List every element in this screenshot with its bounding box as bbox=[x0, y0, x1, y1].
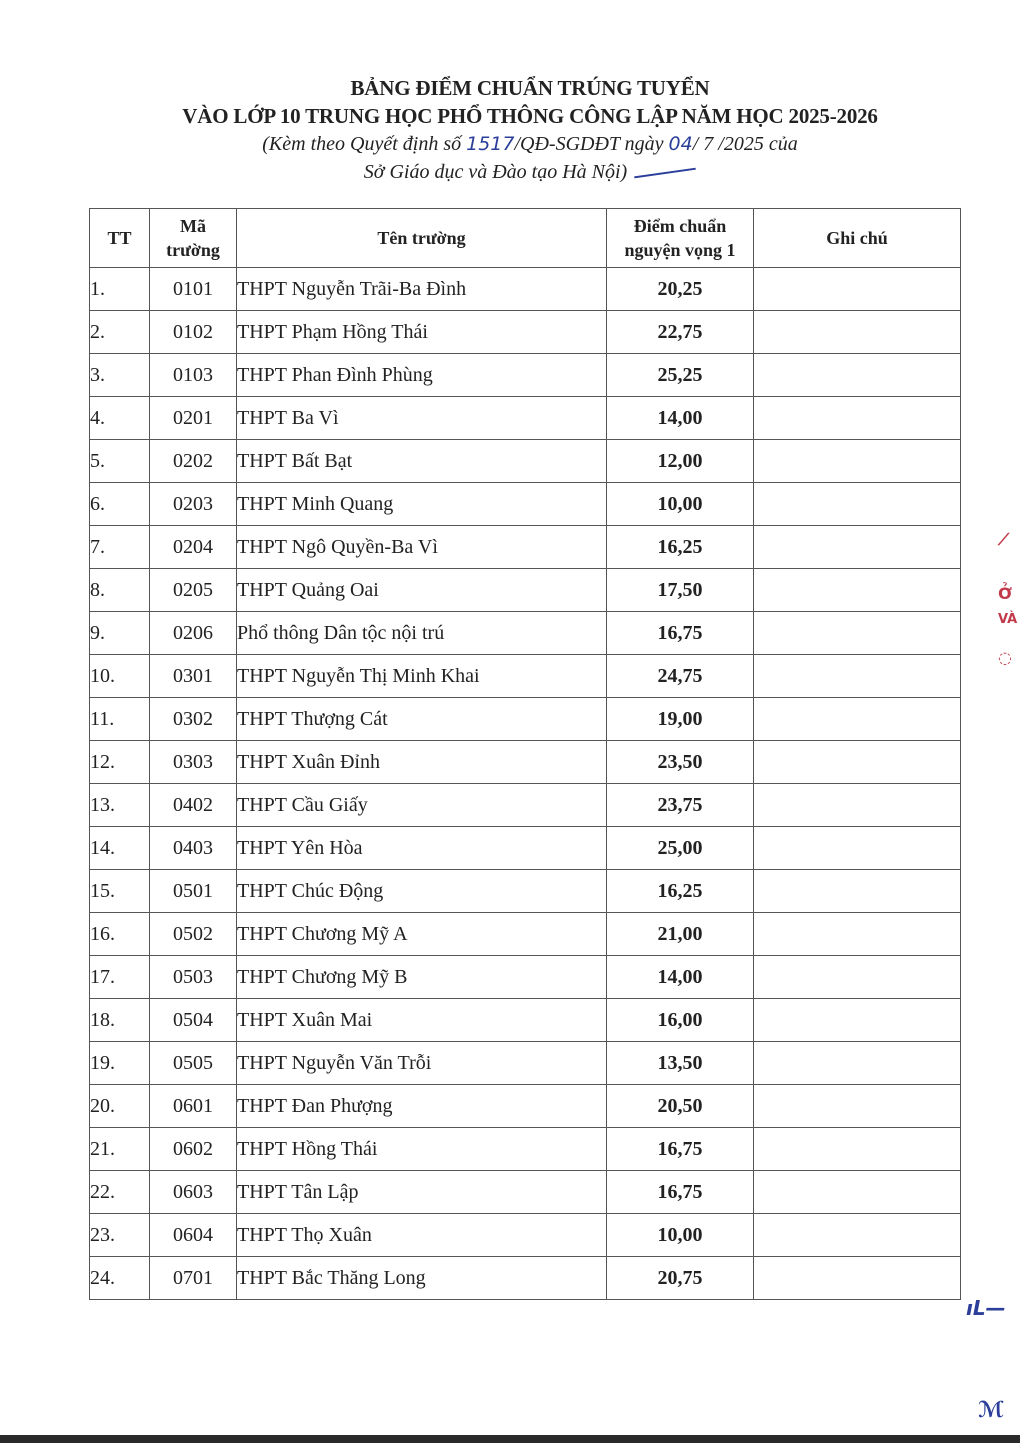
school-name: THPT Quảng Oai bbox=[237, 569, 607, 612]
row-number: 21. bbox=[90, 1128, 150, 1171]
column-header-tt: TT bbox=[90, 209, 150, 268]
cutoff-score: 16,75 bbox=[607, 1128, 754, 1171]
cutoff-score: 20,50 bbox=[607, 1085, 754, 1128]
decision-number-handwritten: 1517 bbox=[466, 133, 515, 155]
table-row bbox=[90, 397, 961, 440]
school-name: THPT Tân Lập bbox=[237, 1171, 607, 1214]
table-header-row bbox=[90, 209, 961, 268]
school-code: 0603 bbox=[150, 1171, 237, 1214]
margin-initial-mark: ıL— bbox=[966, 1296, 1006, 1320]
school-name: THPT Hồng Thái bbox=[237, 1128, 607, 1171]
red-stamp-fragment: ⟋ Ở VÀ ◌ bbox=[998, 530, 1018, 667]
row-number: 13. bbox=[90, 784, 150, 827]
note-cell bbox=[754, 354, 961, 397]
table-row bbox=[90, 569, 961, 612]
note-cell bbox=[754, 784, 961, 827]
table-row bbox=[90, 655, 961, 698]
row-number: 8. bbox=[90, 569, 150, 612]
subtitle-line-1 bbox=[0, 130, 1020, 158]
school-name: THPT Xuân Mai bbox=[237, 999, 607, 1042]
note-cell bbox=[754, 827, 961, 870]
row-number: 22. bbox=[90, 1171, 150, 1214]
cutoff-score: 17,50 bbox=[607, 569, 754, 612]
note-cell bbox=[754, 913, 961, 956]
school-name: THPT Minh Quang bbox=[237, 483, 607, 526]
cutoff-score: 22,75 bbox=[607, 311, 754, 354]
row-number: 5. bbox=[90, 440, 150, 483]
table-row bbox=[90, 1085, 961, 1128]
school-code: 0502 bbox=[150, 913, 237, 956]
cutoff-score: 13,50 bbox=[607, 1042, 754, 1085]
cutoff-score: 21,00 bbox=[607, 913, 754, 956]
school-code: 0204 bbox=[150, 526, 237, 569]
subtitle-line-2 bbox=[0, 158, 1020, 186]
school-code: 0505 bbox=[150, 1042, 237, 1085]
note-cell bbox=[754, 311, 961, 354]
cutoff-score: 14,00 bbox=[607, 956, 754, 999]
row-number: 23. bbox=[90, 1214, 150, 1257]
cutoff-score: 16,25 bbox=[607, 526, 754, 569]
school-name: THPT Đan Phượng bbox=[237, 1085, 607, 1128]
school-name: Phổ thông Dân tộc nội trú bbox=[237, 612, 607, 655]
row-number: 17. bbox=[90, 956, 150, 999]
row-number: 19. bbox=[90, 1042, 150, 1085]
note-cell bbox=[754, 999, 961, 1042]
note-cell bbox=[754, 569, 961, 612]
cutoff-score: 23,75 bbox=[607, 784, 754, 827]
cutoff-score: 25,00 bbox=[607, 827, 754, 870]
cutoff-score: 23,50 bbox=[607, 741, 754, 784]
title-line-1: BẢNG ĐIỂM CHUẨN TRÚNG TUYỂN bbox=[350, 76, 710, 100]
school-name: THPT Thọ Xuân bbox=[237, 1214, 607, 1257]
table-row bbox=[90, 526, 961, 569]
school-code: 0403 bbox=[150, 827, 237, 870]
table-body bbox=[90, 268, 961, 1300]
cutoff-score: 25,25 bbox=[607, 354, 754, 397]
column-header-note: Ghi chú bbox=[754, 209, 961, 268]
initial-signature-mark bbox=[634, 168, 696, 179]
table-row bbox=[90, 999, 961, 1042]
cutoff-score: 16,25 bbox=[607, 870, 754, 913]
note-cell bbox=[754, 655, 961, 698]
table-row bbox=[90, 913, 961, 956]
cutoff-score: 20,75 bbox=[607, 1257, 754, 1300]
cutoff-score: 19,00 bbox=[607, 698, 754, 741]
table-row bbox=[90, 612, 961, 655]
school-name: THPT Cầu Giấy bbox=[237, 784, 607, 827]
school-name: THPT Bất Bạt bbox=[237, 440, 607, 483]
school-code: 0504 bbox=[150, 999, 237, 1042]
table-row bbox=[90, 483, 961, 526]
school-code: 0205 bbox=[150, 569, 237, 612]
cutoff-score: 16,75 bbox=[607, 612, 754, 655]
school-name: THPT Chương Mỹ B bbox=[237, 956, 607, 999]
cutoff-score: 10,00 bbox=[607, 483, 754, 526]
table-row bbox=[90, 784, 961, 827]
table-row bbox=[90, 827, 961, 870]
school-code: 0103 bbox=[150, 354, 237, 397]
school-code: 0701 bbox=[150, 1257, 237, 1300]
school-code: 0303 bbox=[150, 741, 237, 784]
note-cell bbox=[754, 268, 961, 311]
school-code: 0201 bbox=[150, 397, 237, 440]
title-line-2: VÀO LỚP 10 TRUNG HỌC PHỔ THÔNG CÔNG LẬP NĂM HỌC 2025-2026 bbox=[182, 104, 878, 128]
table-row bbox=[90, 354, 961, 397]
document-header bbox=[0, 74, 1020, 186]
table-row bbox=[90, 268, 961, 311]
note-cell bbox=[754, 483, 961, 526]
school-name: THPT Chương Mỹ A bbox=[237, 913, 607, 956]
table-row bbox=[90, 698, 961, 741]
cutoff-score: 20,25 bbox=[607, 268, 754, 311]
note-cell bbox=[754, 1257, 961, 1300]
note-cell bbox=[754, 1128, 961, 1171]
admission-score-table bbox=[89, 208, 961, 1300]
note-cell bbox=[754, 440, 961, 483]
row-number: 4. bbox=[90, 397, 150, 440]
table-row bbox=[90, 440, 961, 483]
cutoff-score: 16,00 bbox=[607, 999, 754, 1042]
subtitle-text-4: Sở Giáo dục và Đào tạo Hà Nội) bbox=[363, 161, 628, 183]
table-row bbox=[90, 1214, 961, 1257]
school-code: 0203 bbox=[150, 483, 237, 526]
school-name: THPT Yên Hòa bbox=[237, 827, 607, 870]
cutoff-score: 14,00 bbox=[607, 397, 754, 440]
row-number: 24. bbox=[90, 1257, 150, 1300]
table-row bbox=[90, 870, 961, 913]
row-number: 1. bbox=[90, 268, 150, 311]
row-number: 3. bbox=[90, 354, 150, 397]
row-number: 20. bbox=[90, 1085, 150, 1128]
row-number: 18. bbox=[90, 999, 150, 1042]
school-code: 0601 bbox=[150, 1085, 237, 1128]
school-name: THPT Ngô Quyền-Ba Vì bbox=[237, 526, 607, 569]
school-name: THPT Ba Vì bbox=[237, 397, 607, 440]
school-name: THPT Bắc Thăng Long bbox=[237, 1257, 607, 1300]
row-number: 12. bbox=[90, 741, 150, 784]
bottom-initial-mark: ℳ bbox=[978, 1398, 1005, 1423]
school-code: 0501 bbox=[150, 870, 237, 913]
school-name: THPT Nguyễn Thị Minh Khai bbox=[237, 655, 607, 698]
table-row bbox=[90, 311, 961, 354]
subtitle-text-3: / 7 /2025 của bbox=[692, 133, 798, 155]
column-header-code: Mã trường bbox=[150, 209, 237, 268]
note-cell bbox=[754, 526, 961, 569]
school-code: 0602 bbox=[150, 1128, 237, 1171]
row-number: 9. bbox=[90, 612, 150, 655]
school-code: 0102 bbox=[150, 311, 237, 354]
row-number: 16. bbox=[90, 913, 150, 956]
school-name: THPT Xuân Đỉnh bbox=[237, 741, 607, 784]
subtitle-text-1: (Kèm theo Quyết định số bbox=[262, 133, 467, 155]
cutoff-score: 12,00 bbox=[607, 440, 754, 483]
row-number: 2. bbox=[90, 311, 150, 354]
row-number: 10. bbox=[90, 655, 150, 698]
cutoff-score: 10,00 bbox=[607, 1214, 754, 1257]
table-row bbox=[90, 1171, 961, 1214]
note-cell bbox=[754, 1214, 961, 1257]
table-row bbox=[90, 1128, 961, 1171]
scan-edge-bar bbox=[0, 1435, 1020, 1443]
note-cell bbox=[754, 612, 961, 655]
note-cell bbox=[754, 698, 961, 741]
note-cell bbox=[754, 1171, 961, 1214]
decision-day-handwritten: 04 bbox=[668, 133, 693, 155]
row-number: 15. bbox=[90, 870, 150, 913]
table-row bbox=[90, 1257, 961, 1300]
school-code: 0604 bbox=[150, 1214, 237, 1257]
school-code: 0302 bbox=[150, 698, 237, 741]
row-number: 14. bbox=[90, 827, 150, 870]
note-cell bbox=[754, 741, 961, 784]
school-name: THPT Nguyễn Văn Trỗi bbox=[237, 1042, 607, 1085]
school-name: THPT Thượng Cát bbox=[237, 698, 607, 741]
cutoff-score: 24,75 bbox=[607, 655, 754, 698]
table-row bbox=[90, 741, 961, 784]
cutoff-score: 16,75 bbox=[607, 1171, 754, 1214]
school-code: 0301 bbox=[150, 655, 237, 698]
school-code: 0402 bbox=[150, 784, 237, 827]
school-code: 0503 bbox=[150, 956, 237, 999]
row-number: 7. bbox=[90, 526, 150, 569]
school-code: 0101 bbox=[150, 268, 237, 311]
note-cell bbox=[754, 1085, 961, 1128]
column-header-name: Tên trường bbox=[237, 209, 607, 268]
note-cell bbox=[754, 870, 961, 913]
table-row bbox=[90, 956, 961, 999]
school-name: THPT Chúc Động bbox=[237, 870, 607, 913]
school-name: THPT Phan Đình Phùng bbox=[237, 354, 607, 397]
table-row bbox=[90, 1042, 961, 1085]
row-number: 6. bbox=[90, 483, 150, 526]
school-name: THPT Nguyễn Trãi-Ba Đình bbox=[237, 268, 607, 311]
school-code: 0206 bbox=[150, 612, 237, 655]
note-cell bbox=[754, 1042, 961, 1085]
note-cell bbox=[754, 956, 961, 999]
row-number: 11. bbox=[90, 698, 150, 741]
subtitle-text-2: /QĐ-SGDĐT ngày bbox=[514, 133, 669, 155]
note-cell bbox=[754, 397, 961, 440]
column-header-score: Điểm chuẩn nguyện vọng 1 bbox=[607, 209, 754, 268]
school-name: THPT Phạm Hồng Thái bbox=[237, 311, 607, 354]
school-code: 0202 bbox=[150, 440, 237, 483]
